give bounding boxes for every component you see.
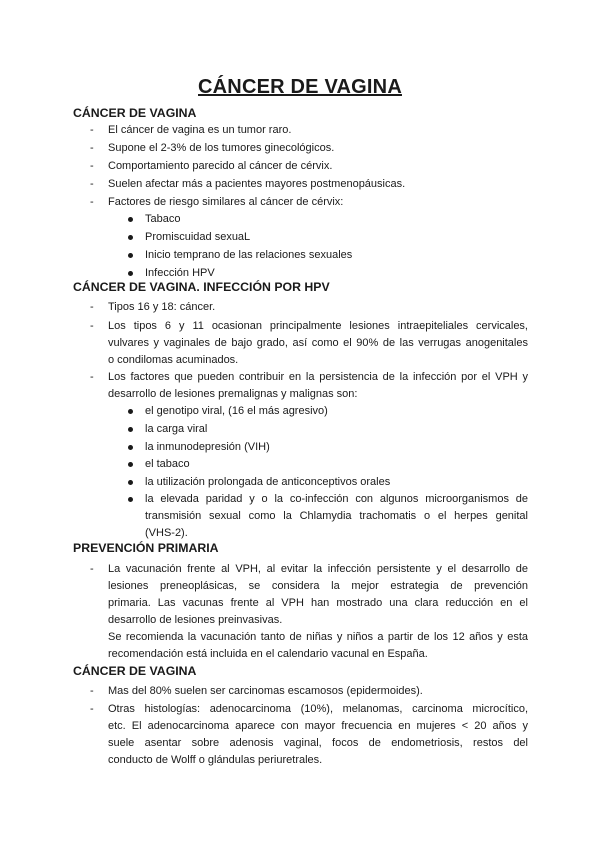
- bullet-dot: [128, 462, 133, 467]
- sub-list-item: Inicio temprano de las relaciones sexuales: [145, 249, 353, 261]
- sub-list-item-line: la elevada paridad y o la co-infección con algunos microorganismos de: [145, 493, 528, 505]
- sub-list-item: Infección HPV: [145, 267, 215, 279]
- list-dash: -: [90, 703, 94, 715]
- section-heading: PREVENCIÓN PRIMARIA: [73, 541, 219, 555]
- list-dash: -: [90, 685, 94, 697]
- list-item-line: o condilomas acuminados.: [108, 354, 239, 366]
- list-item: Tipos 16 y 18: cáncer.: [108, 301, 216, 313]
- sub-list-item: el tabaco: [145, 458, 190, 470]
- list-item-line: recomendación está incluida en el calendario vacunal en España.: [108, 648, 428, 660]
- section-heading: CÁNCER DE VAGINA: [73, 106, 197, 120]
- sub-list-item: la inmunodepresión (VIH): [145, 441, 270, 453]
- bullet-dot: [128, 445, 133, 450]
- sub-list-item: la utilización prolongada de anticonceptivos orales: [145, 476, 391, 488]
- list-dash: -: [90, 563, 94, 575]
- list-item: Suelen afectar más a pacientes mayores postmenopáusicas.: [108, 178, 406, 190]
- list-item-line: Los factores que pueden contribuir en la persistencia de la infección por el VPH y: [108, 371, 528, 383]
- list-item-line: conducto de Wolff o glándulas periuretrales.: [108, 754, 323, 766]
- bullet-dot: [128, 253, 133, 258]
- bullet-dot: [128, 271, 133, 276]
- section-heading: CÁNCER DE VAGINA: [73, 664, 197, 678]
- list-dash: -: [90, 142, 94, 154]
- bullet-dot: [128, 480, 133, 485]
- list-item-line: etc. El adenocarcinoma aparece con mayor frecuencia en mujeres < 20 años y: [108, 720, 528, 732]
- list-item-line: suele asentar sobre adenosis vaginal, focos de endometriosis, restos del: [108, 737, 528, 749]
- sub-list-item: el genotipo viral, (16 el más agresivo): [145, 405, 328, 417]
- list-item-line: lesiones preneoplásicas, se considera la mejor estrategia de prevención: [108, 580, 528, 592]
- list-item-line: desarrollo de lesiones preinvasivas.: [108, 614, 283, 626]
- list-dash: -: [90, 178, 94, 190]
- list-item: Mas del 80% suelen ser carcinomas escamosos (epidermoides).: [108, 685, 423, 697]
- section-heading: CÁNCER DE VAGINA. INFECCIÓN POR HPV: [73, 280, 330, 294]
- list-item: El cáncer de vagina es un tumor raro.: [108, 124, 292, 136]
- bullet-dot: [128, 235, 133, 240]
- list-item: Factores de riesgo similares al cáncer de cérvix:: [108, 196, 344, 208]
- list-dash: -: [90, 320, 94, 332]
- sub-list-item: Promiscuidad sexuaL: [145, 231, 251, 243]
- list-dash: -: [90, 301, 94, 313]
- list-item-line: La vacunación frente al VPH, al evitar la infección persistente y el desarrollo de: [108, 563, 528, 575]
- page-title: CÁNCER DE VAGINA: [198, 76, 402, 98]
- list-item-line: Los tipos 6 y 11 ocasionan principalmente lesiones intraepiteliales cervicales,: [108, 320, 528, 332]
- list-item: Supone el 2-3% de los tumores ginecológicos.: [108, 142, 335, 154]
- list-item-line: Otras histologías: adenocarcinoma (10%), melanomas, carcinoma microcítico,: [108, 703, 528, 715]
- list-item-line: vulvares y vaginales de bajo grado, así como el 90% de las verrugas anogenitales: [108, 337, 528, 349]
- list-item-line: desarrollo de lesiones premalignas y malignas son:: [108, 388, 358, 400]
- list-item: Comportamiento parecido al cáncer de cérvix.: [108, 160, 333, 172]
- bullet-dot: [128, 497, 133, 502]
- sub-list-item: Tabaco: [145, 213, 181, 225]
- list-dash: -: [90, 124, 94, 136]
- list-item-line: primaria. Las vacunas frente al VPH han mostrado una clara reducción en el: [108, 597, 528, 609]
- list-item-line: Se recomienda la vacunación tanto de niñas y niños a partir de los 12 años y esta: [108, 631, 528, 643]
- list-dash: -: [90, 160, 94, 172]
- sub-list-item-line: (VHS-2).: [145, 527, 188, 539]
- bullet-dot: [128, 427, 133, 432]
- bullet-dot: [128, 409, 133, 414]
- sub-list-item-line: transmisión sexual como la Chlamydia trachomatis o el herpes genital: [145, 510, 528, 522]
- list-dash: -: [90, 196, 94, 208]
- list-dash: -: [90, 371, 94, 383]
- sub-list-item: la carga viral: [145, 423, 208, 435]
- bullet-dot: [128, 217, 133, 222]
